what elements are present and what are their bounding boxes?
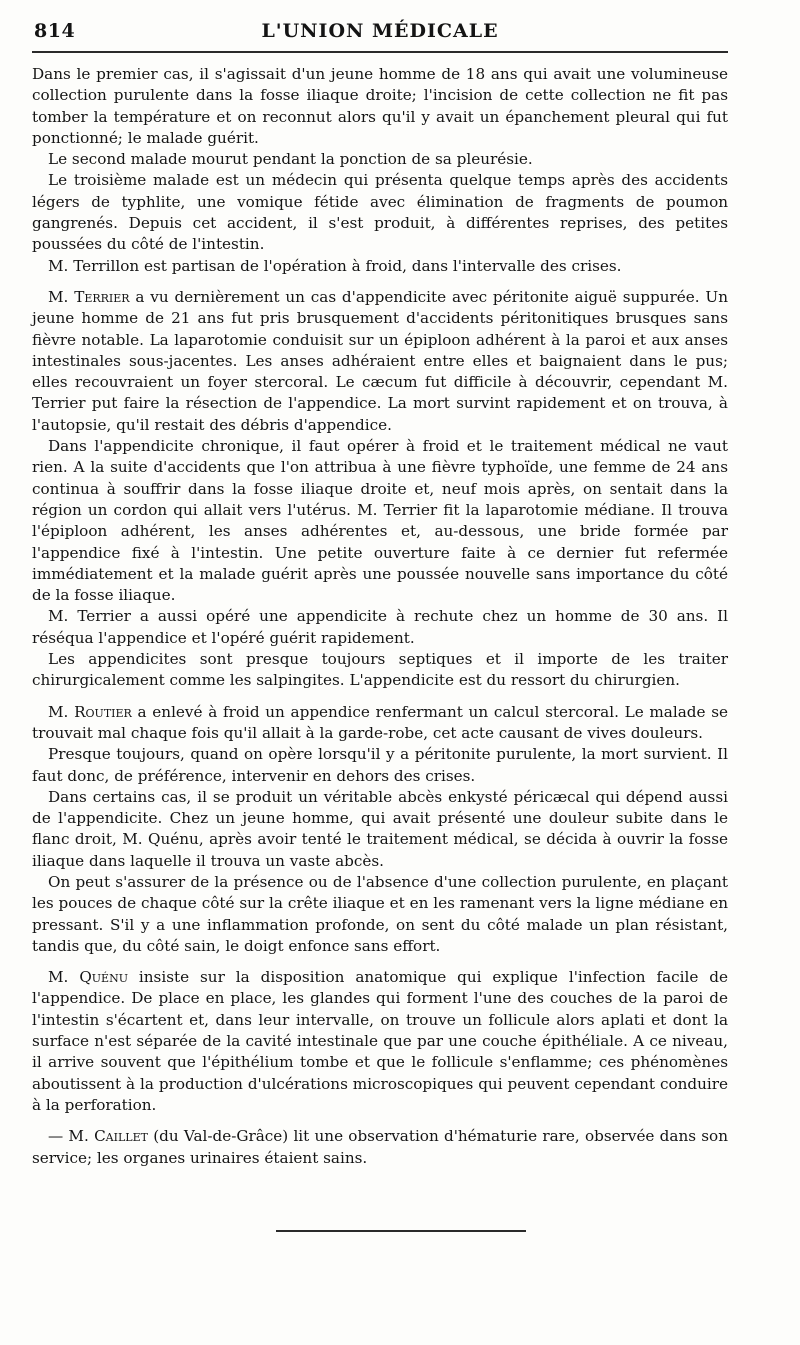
speaker-prefix: M. <box>48 702 75 721</box>
paragraph-routier-case <box>32 702 728 745</box>
speaker-name-routier: Routier <box>74 702 132 721</box>
paragraph-terrier-case <box>32 287 728 436</box>
paragraph-palpation-method: On peut s'assurer de la présence ou de l'absence d'une collection purulente, en plaçant les pouces de chaque côté sur la crête iliaque et en les ramenant vers la ligne médiane en pressant. S'il y a une inflammation profonde, on sent du côté malade un plan résistant, tandis que, du côté sain, le doigt enfonce sans effort. <box>32 872 728 955</box>
running-title: L'UNION MÉDICALE <box>261 20 499 42</box>
paragraph-text: a vu dernièrement un cas d'appendicite avec péritonite aiguë suppurée. Un jeune homme de 21 ans fut pris brusquement d'accidents péritonitiques brusques sans fièvre notable. La laparotomie conduisit sur un épiploon adhérent à la paroi et aux anses intestinales sous-jacentes. Les anses adhéraient entre elles et baignaient dans le pus; elles recouvraient un foyer stercoral. Le cæcum fut difficile à découvrir, cependant M. Terrier put faire la résection de l'appendice. La mort survint rapidement et on trouva, à l'autopsie, qu'il restait des débris d'appendice. <box>32 287 728 434</box>
paragraph-text: (du Val-de-Grâce) lit une observation d'hématurie rare, observée dans son service; les organes urinaires étaient sains. <box>32 1127 728 1167</box>
section-end-rule <box>276 1230 526 1232</box>
paragraph-third-case: Le troisième malade est un médecin qui présenta quelque temps après des accidents légers de typhlite, une vomique fétide avec élimination de fragments de poumon gangrenés. Depuis cet accident, il s'est produit, à différentes reprises, des petites poussées du côté de l'intestin. <box>32 171 728 254</box>
paragraph-terrillon-opinion: M. Terrillon est partisan de l'opération à froid, dans l'intervalle des crises. <box>48 256 622 275</box>
paragraph-text: a enlevé à froid un appendice renfermant un calcul stercoral. Le malade se trouvait mal chaque fois qu'il allait à la garde-robe, cet acte causant de vives douleurs. <box>32 702 728 742</box>
speaker-prefix: M. <box>48 968 80 987</box>
speaker-name-quenu: Quénu <box>79 968 128 987</box>
paragraph-purulent-peritonitis: Presque toujours, quand on opère lorsqu'il y a péritonite purulente, la mort survient. Il faut donc, de préférence, intervenir en dehors des crises. <box>32 745 728 785</box>
header-rule <box>32 51 728 53</box>
speaker-prefix: M. <box>48 287 75 306</box>
page-header <box>34 20 726 48</box>
paragraph-caillet-observation <box>32 1126 728 1169</box>
article-body <box>32 64 728 1169</box>
paragraph-second-case: Le second malade mourut pendant la ponction de sa pleurésie. <box>48 150 533 169</box>
paragraph-recurrent-appendicitis: M. Terrier a aussi opéré une appendicite à rechute chez un homme de 30 ans. Il réséqua l'appendice et l'opéré guérit rapidement. <box>32 607 728 647</box>
paragraph-chronic-appendicitis: Dans l'appendicite chronique, il faut opérer à froid et le traitement médical ne vaut rien. A la suite d'accidents que l'on attribua à une fièvre typhoïde, une femme de 24 ans continua à souffrir dans la fosse iliaque droite et, neuf mois après, on sentait dans la région un cordon qui allait vers l'utérus. M. Terrier fit la laparotomie médiane. Il trouva l'épiploon adhérent, les anses adhérentes et, au-dessous, une bride formée par l'appendice fixé à l'intestin. Une petite ouverture faite à ce dernier fut refermée immédiatement et la malade guérit après une poussée nouvelle sans importance du côté de la fosse iliaque. <box>32 437 728 605</box>
paragraph-septic-appendicitis: Les appendicites sont presque toujours septiques et il importe de les traiter chirurgicalement comme les salpingites. L'appendicite est du ressort du chirurgien. <box>32 650 728 690</box>
page-number: 814 <box>34 20 76 42</box>
speaker-name-terrier: Terrier <box>74 287 130 306</box>
paragraph-text: insiste sur la disposition anatomique qui explique l'infection facile de l'appendice. De place en place, les glandes qui forment l'une des couches de la paroi de l'intestin s'écartent et, dans leur intervalle, on trouve un follicule alors aplati et dont la surface n'est séparée de la cavité intestinale que par une couche épithéliale. A ce niveau, il arrive souvent que l'épithélium tombe et que le follicule s'enflamme; ces phénomènes aboutissent à la production d'ulcérations microscopiques qui peuvent cependant conduire à la perforation. <box>32 968 728 1114</box>
speaker-name-caillet: Caillet <box>94 1127 148 1146</box>
speaker-prefix: — M. <box>48 1127 95 1146</box>
paragraph-quenu-anatomy <box>32 967 728 1116</box>
paragraph-first-case: Dans le premier cas, il s'agissait d'un jeune homme de 18 ans qui avait une volumineuse collection purulente dans la fosse iliaque droite; l'incision de cette collection ne fit pas tomber la température et on reconnut alors qu'il y avait un épanchement pleural qui fut ponctionné; le malade guérit. <box>32 65 728 147</box>
paragraph-encysted-abscess: Dans certains cas, il se produit un véritable abcès enkysté péricæcal qui dépend aussi de l'appendicite. Chez un jeune homme, qui avait présenté une douleur subite dans le flanc droit, M. Quénu, après avoir tenté le traitement médical, se décida à ouvrir la fosse iliaque dans laquelle il trouva un vaste abcès. <box>32 787 728 870</box>
